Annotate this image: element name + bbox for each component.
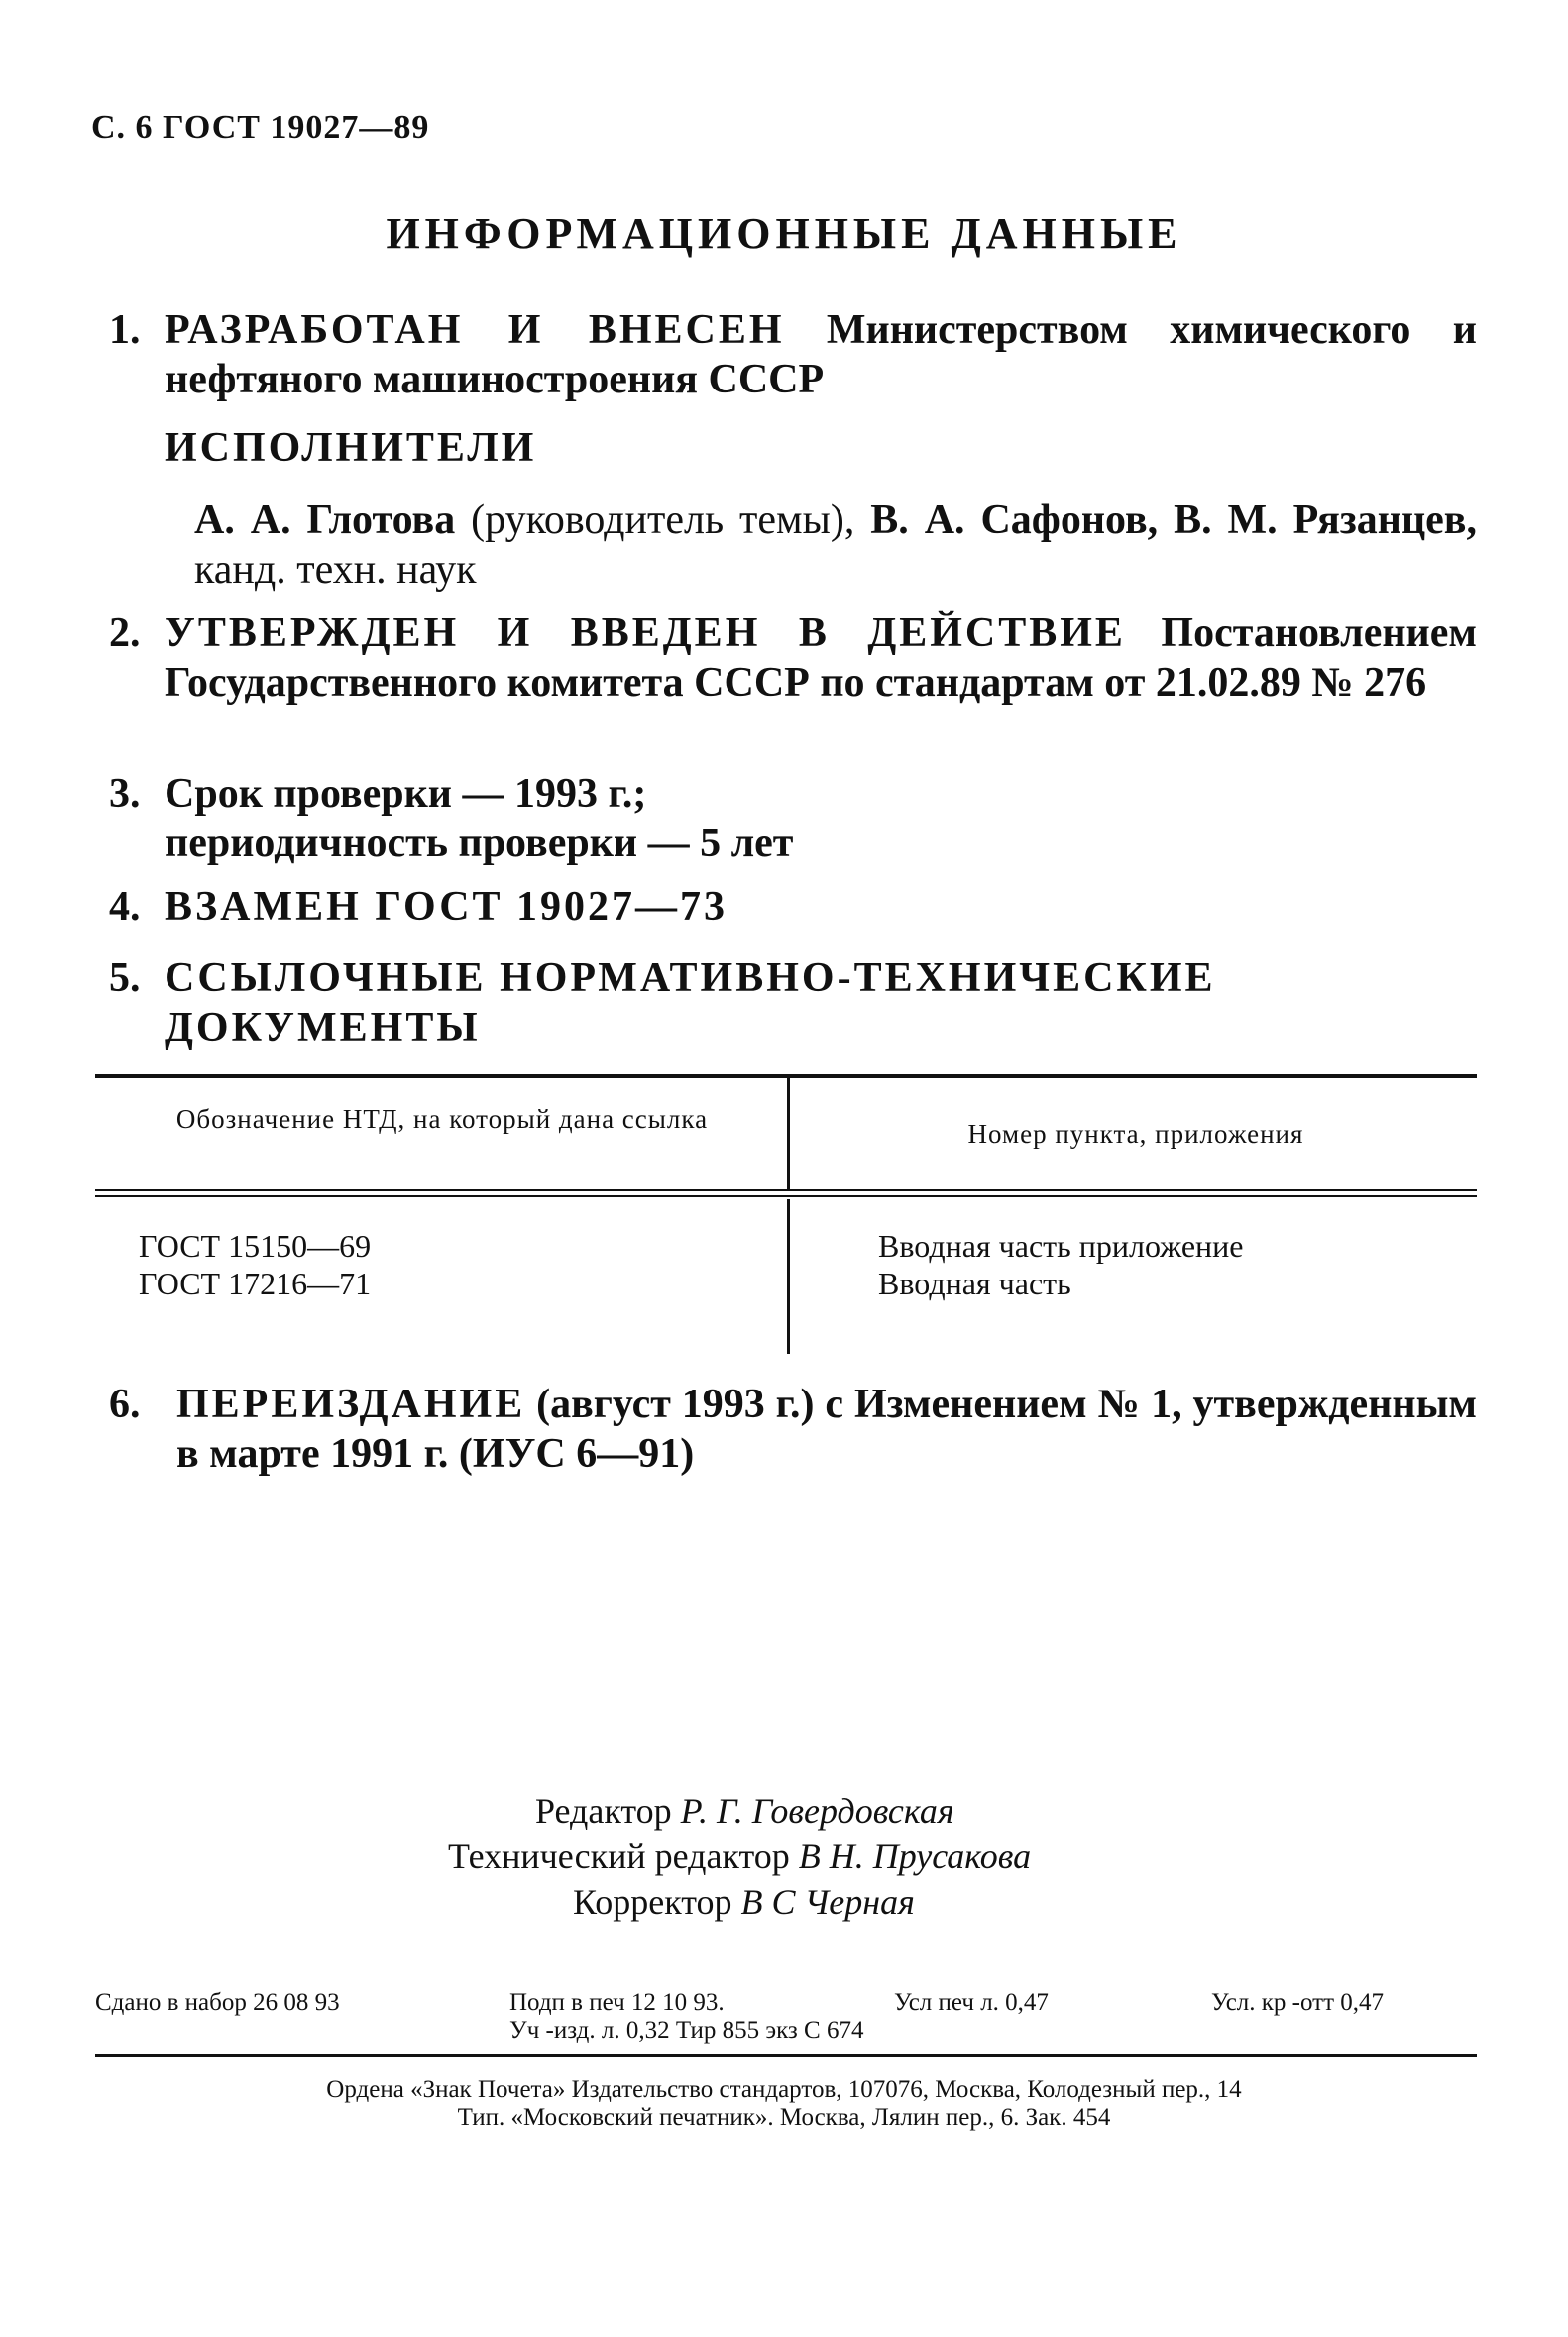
table-cell-clause: Вводная часть xyxy=(878,1266,1071,1301)
section-number: 3. xyxy=(109,771,141,817)
section-lead: РАЗРАБОТАН И ВНЕСЕН xyxy=(165,307,785,353)
credit-role: Корректор xyxy=(573,1882,732,1922)
section-6 xyxy=(109,1380,1477,1479)
section-text: Министерством химического и нефтяного машиностроения СССР xyxy=(165,307,1477,402)
table-top-rule xyxy=(95,1074,1477,1078)
table-header-rule-1 xyxy=(95,1189,1477,1191)
print-color: Усл. кр -отт 0,47 xyxy=(1211,1989,1385,2016)
section-number: 4. xyxy=(109,884,141,930)
credit-name: В С Черная xyxy=(740,1882,915,1922)
table-cell-clause: Вводная часть приложение xyxy=(878,1228,1244,1264)
credit-tech-editor xyxy=(448,1834,1031,1879)
performer-role: (руководитель темы), xyxy=(455,498,871,543)
section-number: 5. xyxy=(109,955,141,1001)
section-number: 2. xyxy=(109,611,141,656)
document-title: ИНФОРМАЦИОННЫЕ ДАННЫЕ xyxy=(386,209,1182,258)
print-sheets: Усл печ л. 0,47 xyxy=(894,1989,1049,2016)
print-info-rule xyxy=(95,2054,1477,2057)
table-header-divider xyxy=(787,1078,790,1189)
section-5 xyxy=(109,953,1477,1053)
credit-proofreader xyxy=(573,1879,915,1925)
table-header-rule-2 xyxy=(95,1195,1477,1197)
section-text: (август 1993 г.) с Изменением № 1, утвержденным в марте 1991 г. (ИУС 6—91) xyxy=(176,1382,1477,1477)
performer-degree: канд. техн. наук xyxy=(194,547,477,593)
table-row xyxy=(878,1265,1071,1302)
credit-role: Технический редактор xyxy=(448,1836,790,1876)
performers-list xyxy=(194,496,1477,595)
section-text: ССЫЛОЧНЫЕ НОРМАТИВНО-ТЕХНИЧЕСКИЕ ДОКУМЕНТЫ xyxy=(165,955,1216,1051)
publisher-line-1: Ордена «Знак Почета» Издательство стандартов, 107076, Москва, Колодезный пер., 14 xyxy=(326,2076,1242,2103)
performers-title: ИСПОЛНИТЕЛИ xyxy=(165,425,537,471)
section-4 xyxy=(109,882,1477,932)
section-number: 6. xyxy=(109,1382,141,1427)
section-number: 1. xyxy=(109,307,141,353)
section-text: ВЗАМЕН ГОСТ 19027—73 xyxy=(165,884,728,930)
table-body-divider xyxy=(787,1199,790,1354)
review-date: Срок проверки — 1993 г.; xyxy=(165,771,647,817)
credit-name: В Н. Прусакова xyxy=(798,1836,1032,1876)
table-header-designation: Обозначение НТД, на который дана ссылка xyxy=(175,1104,709,1134)
section-lead: ПЕРЕИЗДАНИЕ xyxy=(176,1382,526,1427)
section-text: Постановлением Государственного комитета СССР по стандартам от 21.02.89 № 276 xyxy=(165,611,1477,706)
credit-name: Р. Г. Говердовская xyxy=(680,1791,954,1831)
table-row xyxy=(878,1227,1243,1265)
print-info-line-2: Уч -изд. л. 0,32 Тир 855 экз С 674 xyxy=(509,2017,864,2044)
review-period: периодичность проверки — 5 лет xyxy=(165,821,794,866)
reference-table xyxy=(95,1074,1477,1354)
table-row xyxy=(139,1227,371,1265)
credit-role: Редактор xyxy=(535,1791,672,1831)
performer-name: А. А. Глотова xyxy=(194,498,456,543)
table-cell-designation: ГОСТ 15150—69 xyxy=(139,1228,372,1264)
publisher-line-2: Тип. «Московский печатник». Москва, Лялин пер., 6. Зак. 454 xyxy=(457,2104,1111,2131)
print-sent: Сдано в набор 26 08 93 xyxy=(95,1989,340,2016)
table-row xyxy=(139,1265,371,1302)
page-header: С. 6 ГОСТ 19027—89 xyxy=(91,109,430,146)
section-2 xyxy=(109,609,1477,708)
table-header-clause: Номер пункта, приложения xyxy=(967,1119,1304,1149)
credit-editor xyxy=(535,1788,954,1834)
section-1 xyxy=(109,305,1477,404)
print-signed: Подп в печ 12 10 93. xyxy=(509,1989,725,2016)
table-cell-designation: ГОСТ 17216—71 xyxy=(139,1266,372,1301)
section-3 xyxy=(109,769,1477,868)
section-lead: УТВЕРЖДЕН И ВВЕДЕН В ДЕЙСТВИЕ xyxy=(165,611,1126,656)
performer-names: В. А. Сафонов, В. М. Рязанцев, xyxy=(870,498,1477,543)
